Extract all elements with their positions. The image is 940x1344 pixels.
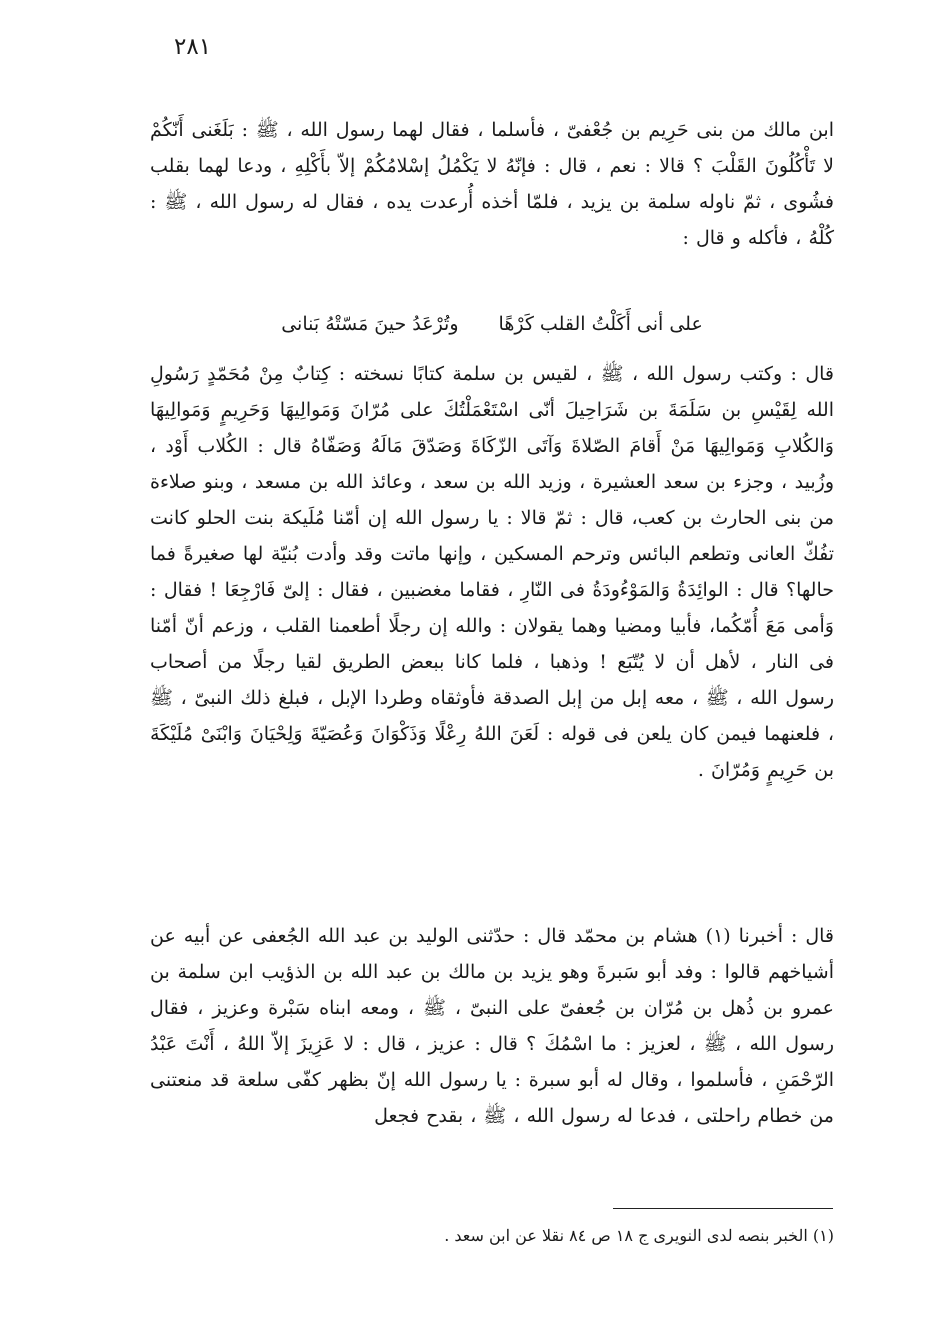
paragraph-1-text: ابن مالك من بنى حَرِيم بن جُعْفىّ ، فأسلما ، فقال لهما رسول الله ، ﷺ : بَلَغَنى أَنّكُمْ لا تَأْكُلُونَ القَلْبَ ؟ قالا : نعم ، قال : فإنّهُ لا يَكْمُلُ إسْلامُكُمْ إلاّ بأَكْلِهِ ، ودعا لهما بقلب فشُوى ، ثمّ ناوله سلمة بن يزيد ، فلمّا أخذه أُرعدت يده ، فقال له رسول الله ، ﷺ : كُلْهُ ، فأكله و قال : (150, 119, 834, 249)
paragraph-3 (150, 918, 834, 1134)
poetry-verse (150, 306, 834, 342)
verse-hemistich-1: على أنى أَكَلْتُ القلب كَرْهًا (498, 313, 703, 335)
verse-hemistich-2: وتُرْعَدُ حينَ مَسّتْهُ بَنانى (281, 313, 459, 335)
paragraph-3-text: قال : أخبرنا (١) هشام بن محمّد قال : حدّثنى الوليد بن عبد الله الجُعفى عن أبيه عن أشياخهم قالوا : وفد أبو سَبرةَ وهو يزيد بن مالك بن عبد الله بن الذؤيب ابن سلمة بن عمرو بن ذُهل بن مُرّان بن جُعفىّ على النبىّ ، ﷺ ، ومعه ابناه سَبْرة وعزيز ، فقال رسول الله ، ﷺ ، لعزيز : ما اسْمُكَ ؟ قال : عزيز ، قال : لا عَزِيزَ إلاّ اللهُ ، أَنْتَ عَبْدُ الرّحْمَنِ ، فأسلموا ، وقال له أبو سبرة : يا رسول الله إنّ بظهر كفّى سلعة قد منعتنى من خطام راحلتى ، فدعا له رسول الله ، ﷺ ، بقدح فجعل (150, 925, 834, 1127)
paragraph-2-text: قال : وكتب رسول الله ، ﷺ ، لقيس بن سلمة كتابًا نسخته : كِتابٌ مِنْ مُحَمّدٍ رَسُولِ الله لِقَيْسِ بن سَلَمَةَ بن شَرَاحِيلَ أنّى اسْتَعْمَلْتُكَ على مُرّانَ وَمَوالِيهَا وَحَرِيمٍ وَمَوالِيهَا وَالكُلابِ وَمَوالِيهَا مَنْ أَقامَ الصّلاةَ وَآتَى الزّكَاةَ وَصَدّقَ مَالَهُ وَصَفّاهُ قال : الكُلاب أَوْد ، وزُبيد ، وجزء بن سعد العشيرة ، وزيد الله بن سعد ، وعائذ الله بن مسعد ، وبنو صلاءة من بنى الحارث بن كعب، قال : ثمّ قالا : يا رسول الله إن أمّنا مُلَيكة بنت الحلو كانت تفُكّ العانى وتطعم البائس وترحم المسكين ، وإنها ماتت وقد وأدت بُنيّة لها صغيرةً فما حالها؟ قال : الوائِدَةُ وَالمَوْءُودَةُ فى النّارِ ، فقاما مغضبين ، فقال : إلىّ فَارْجِعَا ! فقال : وَأمى مَعَ أُمّكُما، فأبيا ومضيا وهما يقولان : والله إن رجلًا أطعمنا القلب ، وزعم أنّ أمّنا فى النار ، لأهل أن لا يُتّبَع ! وذهبا ، فلما كانا ببعض الطريق لقيا رجلًا من أصحاب رسول الله ، ﷺ ، معه إبل من إبل الصدقة فأوثقاه وطردا الإبل ، فبلغ ذلك النبىّ ، ﷺ ، فلعنهما فيمن كان يلعن فى قوله : لَعَنَ اللهُ رِعْلًا وَذَكْوَانَ وَعُصَيّةَ وَلِحْيَانَ وَابْنَىْ مُلَيْكَةَ بن حَرِيمٍ وَمُرّانَ . (150, 363, 834, 781)
page-number: ٢٨١ (174, 34, 212, 60)
paragraph-1 (150, 112, 834, 256)
footnote-divider (613, 1208, 833, 1209)
paragraph-2 (150, 356, 834, 788)
footnote: (١) الخبر بنصه لدى النويرى ج ١٨ ص ٨٤ نقلا عن ابن سعد . (444, 1226, 834, 1245)
